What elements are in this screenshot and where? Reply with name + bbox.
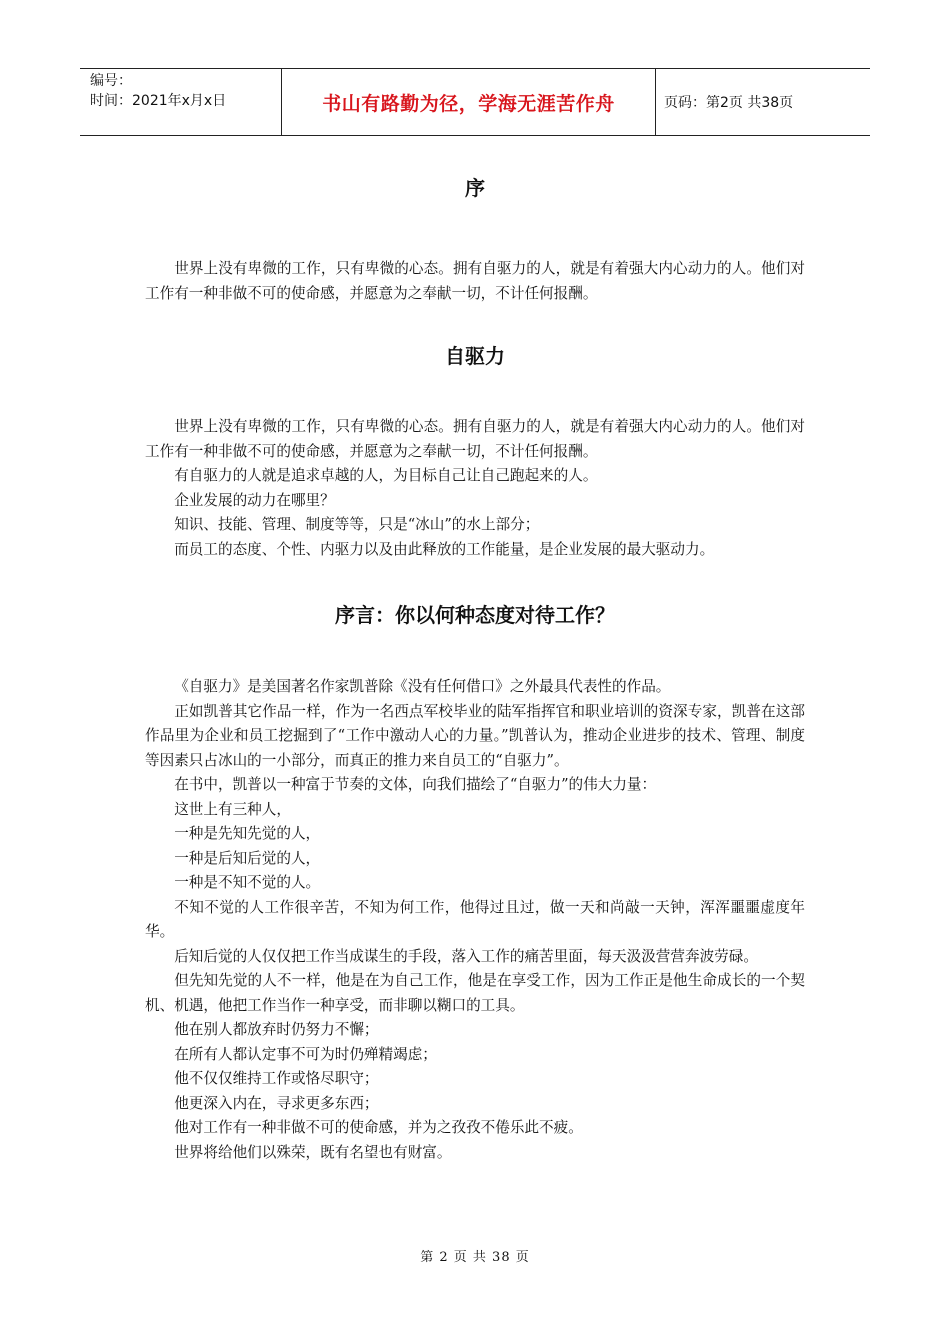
paragraph: 世界上没有卑微的工作，只有卑微的心态。拥有自驱力的人，就是有着强大内心动力的人。他们对工作有一种非做不可的使命感，并愿意为之奉献一切，不计任何报酬。	[145, 260, 805, 302]
section-body-preface	[145, 257, 805, 306]
paragraph: 他在别人都放弃时仍努力不懈；	[174, 1021, 379, 1038]
paragraph: 世界上没有卑微的工作，只有卑微的心态。拥有自驱力的人，就是有着强大内心动力的人。他们对工作有一种非做不可的使命感，并愿意为之奉献一切，不计任何报酬。	[145, 418, 805, 460]
document-header	[80, 68, 870, 136]
paragraph: 知识、技能、管理、制度等等，只是“冰山”的水上部分；	[174, 516, 540, 533]
paragraph: 后知后觉的人仅仅把工作当成谋生的手段，落入工作的痛苦里面，每天汲汲营营奔波劳碌。	[174, 947, 758, 965]
paragraph: 世界将给他们以殊荣，既有名望也有财富。	[174, 1143, 452, 1161]
paragraph: 在书中，凯普以一种富于节奏的文体，向我们描绘了“自驱力”的伟大力量：	[174, 776, 657, 793]
paragraph: 不知不觉的人工作很辛苦，不知为何工作，他得过且过，做一天和尚敲一天钟，浑浑噩噩虚度年华。	[145, 898, 805, 940]
paragraph: 有自驱力的人就是追求卓越的人，为目标自己让自己跑起来的人。	[174, 467, 598, 484]
paragraph: 一种是先知先觉的人，	[174, 825, 321, 842]
paragraph: 他不仅仅维持工作或恪尽职守；	[174, 1070, 379, 1087]
section-title-foreword: 序言：你以何种态度对待工作？	[335, 603, 615, 627]
section-title-preface: 序	[465, 176, 485, 200]
section-body-self-drive	[145, 415, 805, 562]
paragraph: 《自驱力》是美国著名作家凯普除《没有任何借口》之外最具代表性的作品。	[174, 678, 671, 695]
paragraph: 企业发展的动力在哪里？	[174, 491, 335, 509]
paragraph: 他更深入内在，寻求更多东西；	[174, 1094, 379, 1112]
paragraph: 正如凯普其它作品一样，作为一名西点军校毕业的陆军指挥官和职业培训的资深专家，凯普在这部作品里为企业和员工挖掘到了“工作中激动人心的力量。”凯普认为，推动企业进步的技术、管理、制度等因素只占冰山的一小部分，而真正的推力来自员工的“自驱力”。	[145, 702, 805, 769]
paragraph: 他对工作有一种非做不可的使命感，并为之孜孜不倦乐此不疲。	[174, 1119, 583, 1136]
paragraph: 在所有人都认定事不可为时仍殚精竭虑；	[174, 1045, 437, 1063]
section-body-foreword	[145, 675, 805, 1165]
time-label: 时间：2021年x月x日	[90, 93, 227, 109]
header-page-info: 页码：第2页 共38页	[664, 95, 794, 111]
paragraph: 但先知先觉的人不一样，他是在为自己工作，他是在享受工作，因为工作正是他生命成长的一个契机、机遇，他把工作当作一种享受，而非聊以糊口的工具。	[145, 972, 805, 1014]
paragraph: 一种是不知不觉的人。	[174, 874, 321, 891]
page-footer: 第 2 页 共 38 页	[420, 1250, 530, 1265]
header-meta	[80, 69, 281, 135]
section-title-self-drive: 自驱力	[445, 344, 505, 368]
header-motto: 书山有路勤为径，学海无涯苦作舟	[281, 69, 656, 135]
paragraph: 这世上有三种人，	[174, 800, 291, 818]
number-label: 编号：	[90, 73, 132, 89]
paragraph: 一种是后知后觉的人，	[174, 849, 321, 867]
paragraph: 而员工的态度、个性、内驱力以及由此释放的工作能量，是企业发展的最大驱动力。	[174, 540, 715, 558]
